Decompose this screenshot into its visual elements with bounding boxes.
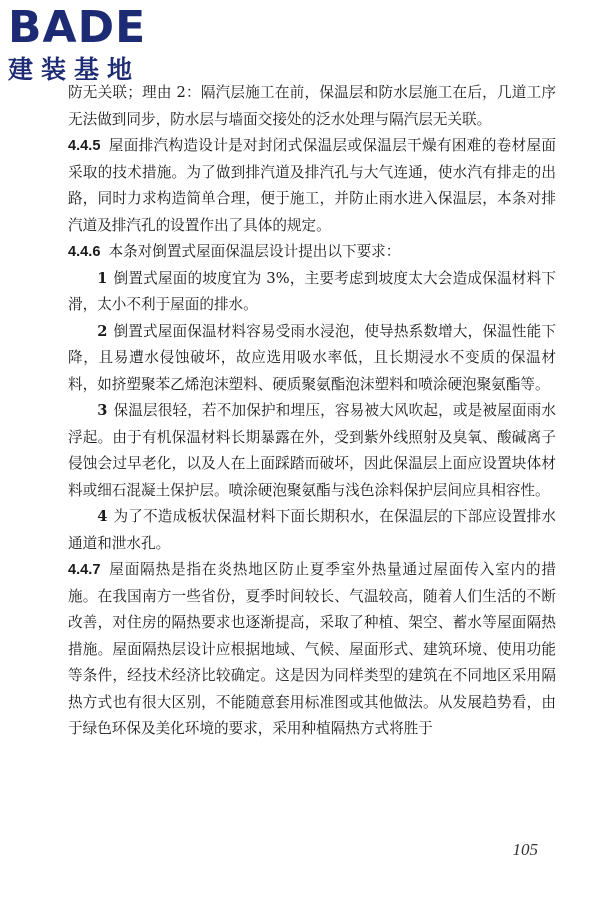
item-number: 1 (97, 269, 108, 287)
item-text: 保温层很轻，若不加保护和埋压，容易被大风吹起，或是被屋面雨水浮起。由于有机保温材料长期暴露在外，受到紫外线照射及臭氧、酸碱离子侵蚀会过早老化，以及人在上面踩踏而破坏，因此保温层上面应设置块体材料或细石混凝土保护层。喷涂硬泡聚氨酯与浅色涂料保护层间应具相容性。 (68, 402, 556, 499)
page-body (68, 80, 556, 743)
clause-number: 4.4.5 (68, 138, 101, 154)
logo-subtitle: 建装基地 (8, 55, 141, 84)
clause-text: 屋面隔热是指在炎热地区防止夏季室外热量通过屋面传入室内的措施。在我国南方一些省份，夏季时间较长、气温较高，随着人们生活的不断改善，对住房的隔热要求也逐渐提高，采取了种植、架空、蓄水等屋面隔热措施。屋面隔热层设计应根据地域、气候、屋面形式、建筑环境、使用功能等条件，经技术经济比较确定。这是因为同样类型的建筑在不同地区采用隔热方式也有很大区别，不能随意套用标准图或其他做法。从发展趋势看，由于绿色环保及美化环境的要求，采用种植隔热方式将胜于 (68, 561, 556, 737)
list-item (68, 319, 556, 399)
clause-text: 本条对倒置式屋面保温层设计提出以下要求： (108, 243, 401, 260)
bade-logo (8, 4, 180, 92)
clause-4-4-5 (68, 133, 556, 239)
list-item (68, 504, 556, 557)
paragraph-continuation: 防无关联；理由 2：隔汽层施工在前，保温层和防水层施工在后，几道工序无法做到同步，防水层与墙面交接处的泛水处理与隔汽层无关联。 (68, 84, 556, 128)
item-number: 4 (97, 508, 108, 525)
clause-4-4-6 (68, 239, 556, 266)
item-number: 2 (97, 322, 108, 340)
item-text: 为了不造成板状保温材料下面长期积水，在保温层的下部应设置排水通道和泄水孔。 (68, 508, 556, 552)
page-number: 105 (512, 840, 538, 859)
logo-wordmark: BADE (8, 2, 147, 53)
item-text: 倒置式屋面保温材料容易受雨水浸泡，使导热系数增大，保温性能下降，且易遭水侵蚀破坏，故应选用吸水率低，且长期浸水不变质的保温材料，如挤塑聚苯乙烯泡沫塑料、硬质聚氨酯泡沫塑料和喷涂硬泡聚氨酯等。 (68, 322, 556, 393)
item-number: 3 (97, 402, 108, 419)
clause-text: 屋面排汽构造设计是对封闭式保温层或保温层干燥有困难的卷材屋面采取的技术措施。为了做到排汽道及排汽孔与大气连通，使水汽有排走的出路，同时力求构造简单合理，便于施工，并防止雨水进入保温层，本条对排汽道及排汽孔的设置作出了具体的规定。 (68, 137, 556, 234)
item-text: 倒置式屋面的坡度宜为 3%，主要考虑到坡度太大会造成保温材料下滑，太小不利于屋面的排水。 (68, 269, 556, 313)
list-item (68, 266, 556, 319)
list-item (68, 398, 556, 504)
clause-number: 4.4.6 (68, 244, 101, 260)
clause-number: 4.4.7 (68, 562, 101, 578)
clause-4-4-7 (68, 557, 556, 743)
